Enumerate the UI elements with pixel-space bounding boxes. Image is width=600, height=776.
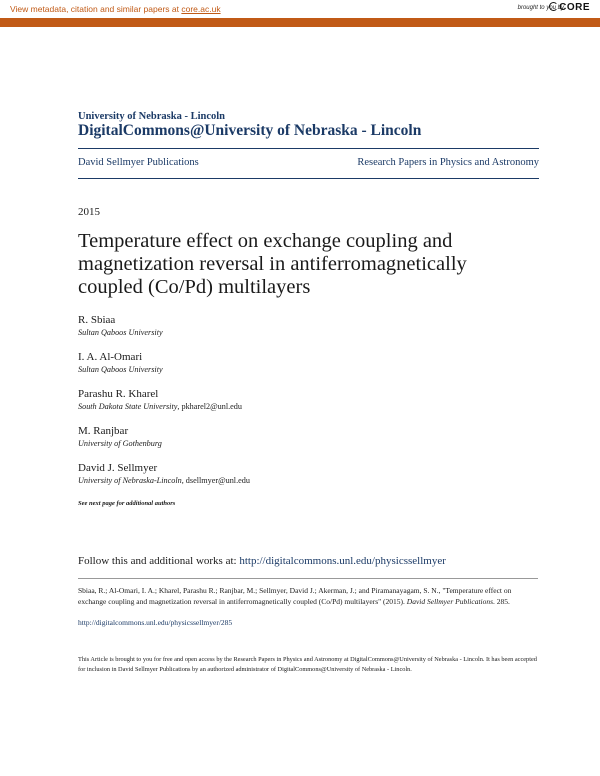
author-affiliation: Sultan Qaboos University	[78, 328, 163, 337]
author-email[interactable]: dsellmyer@unl.edu	[185, 476, 250, 485]
provided-by-bar	[0, 18, 600, 43]
collection-link-right[interactable]: Research Papers in Physics and Astronomy	[357, 157, 539, 168]
author-email[interactable]: pkharel2@unl.edu	[181, 402, 242, 411]
divider-top	[78, 148, 539, 149]
author-name: R. Sbiaa	[78, 314, 116, 326]
collection-link-left[interactable]: David Sellmyer Publications	[78, 157, 199, 168]
core-banner	[0, 0, 600, 18]
core-logo[interactable]	[549, 2, 590, 13]
author-entry	[78, 425, 162, 448]
publication-year: 2015	[78, 206, 100, 218]
core-logo-text: CORE	[559, 2, 590, 13]
citation-series: David Sellmyer Publications	[406, 597, 494, 606]
author-name: Parashu R. Kharel	[78, 388, 159, 400]
university-name[interactable]: University of Nebraska - Lincoln	[78, 111, 225, 122]
follow-text: Follow this and additional works at:	[78, 555, 240, 567]
author-name: I. A. Al-Omari	[78, 351, 143, 363]
core-metadata-link[interactable]	[10, 4, 221, 14]
author-entry	[78, 351, 163, 374]
provided-by-text[interactable]: provided by DigitalCommons@University of Nebraska	[456, 37, 588, 43]
citation-number: . 285.	[493, 597, 510, 606]
author-affiliation: University of Gothenburg	[78, 439, 162, 448]
citation-divider	[78, 578, 538, 579]
repository-name[interactable]: DigitalCommons@University of Nebraska - Lincoln	[78, 122, 422, 139]
access-notice: This Article is brought to you for free and open access by the Research Papers in Physics and Astronomy at DigitalCommons@University of Nebraska - Lincoln. It has been accepted for inclusion in David Sellmyer Publications by an authorized administrator of DigitalCommons@University of Nebraska - Lincoln.	[78, 656, 537, 673]
author-affiliation-line: University of Nebraska-Lincoln, dsellmyer@unl.edu	[78, 476, 250, 485]
follow-line	[78, 555, 446, 567]
core-link-prefix: View metadata, citation and similar papers at	[10, 4, 182, 14]
brought-by-text: brought to you by	[517, 5, 564, 11]
divider-bottom	[78, 178, 539, 179]
article-title: Temperature effect on exchange coupling and magnetization reversal in antiferromagnetically coupled (Co/Pd) multilayers	[78, 230, 467, 298]
author-affiliation: University of Nebraska-Lincoln	[78, 476, 182, 485]
author-entry	[78, 314, 163, 337]
author-entry	[78, 462, 250, 485]
author-entry	[78, 388, 242, 411]
author-name: M. Ranjbar	[78, 425, 129, 437]
author-affiliation: Sultan Qaboos University	[78, 365, 163, 374]
author-affiliation-line: South Dakota State University, pkharel2@unl.edu	[78, 402, 242, 411]
citation-link[interactable]: http://digitalcommons.unl.edu/physicssellmyer/285	[78, 618, 233, 627]
citation-text: Sbiaa, R.; Al-Omari, I. A.; Kharel, Parashu R.; Ranjbar, M.; Sellmyer, David J.; Akerman, J.; and Piramanayagam, S. N., "Temperature effect on exchange coupling and magnetization reversal in antiferromagnetically coupled (Co/Pd) multilayers" (2015).	[78, 586, 512, 606]
core-swirl-icon	[549, 2, 558, 11]
author-name: David J. Sellmyer	[78, 462, 158, 474]
follow-link[interactable]: http://digitalcommons.unl.edu/physicssellmyer	[239, 555, 446, 567]
see-next-page-note: See next page for additional authors	[78, 500, 176, 507]
recommended-citation	[78, 585, 540, 607]
core-link-site[interactable]: core.ac.uk	[181, 4, 221, 14]
author-affiliation: South Dakota State University	[78, 402, 178, 411]
